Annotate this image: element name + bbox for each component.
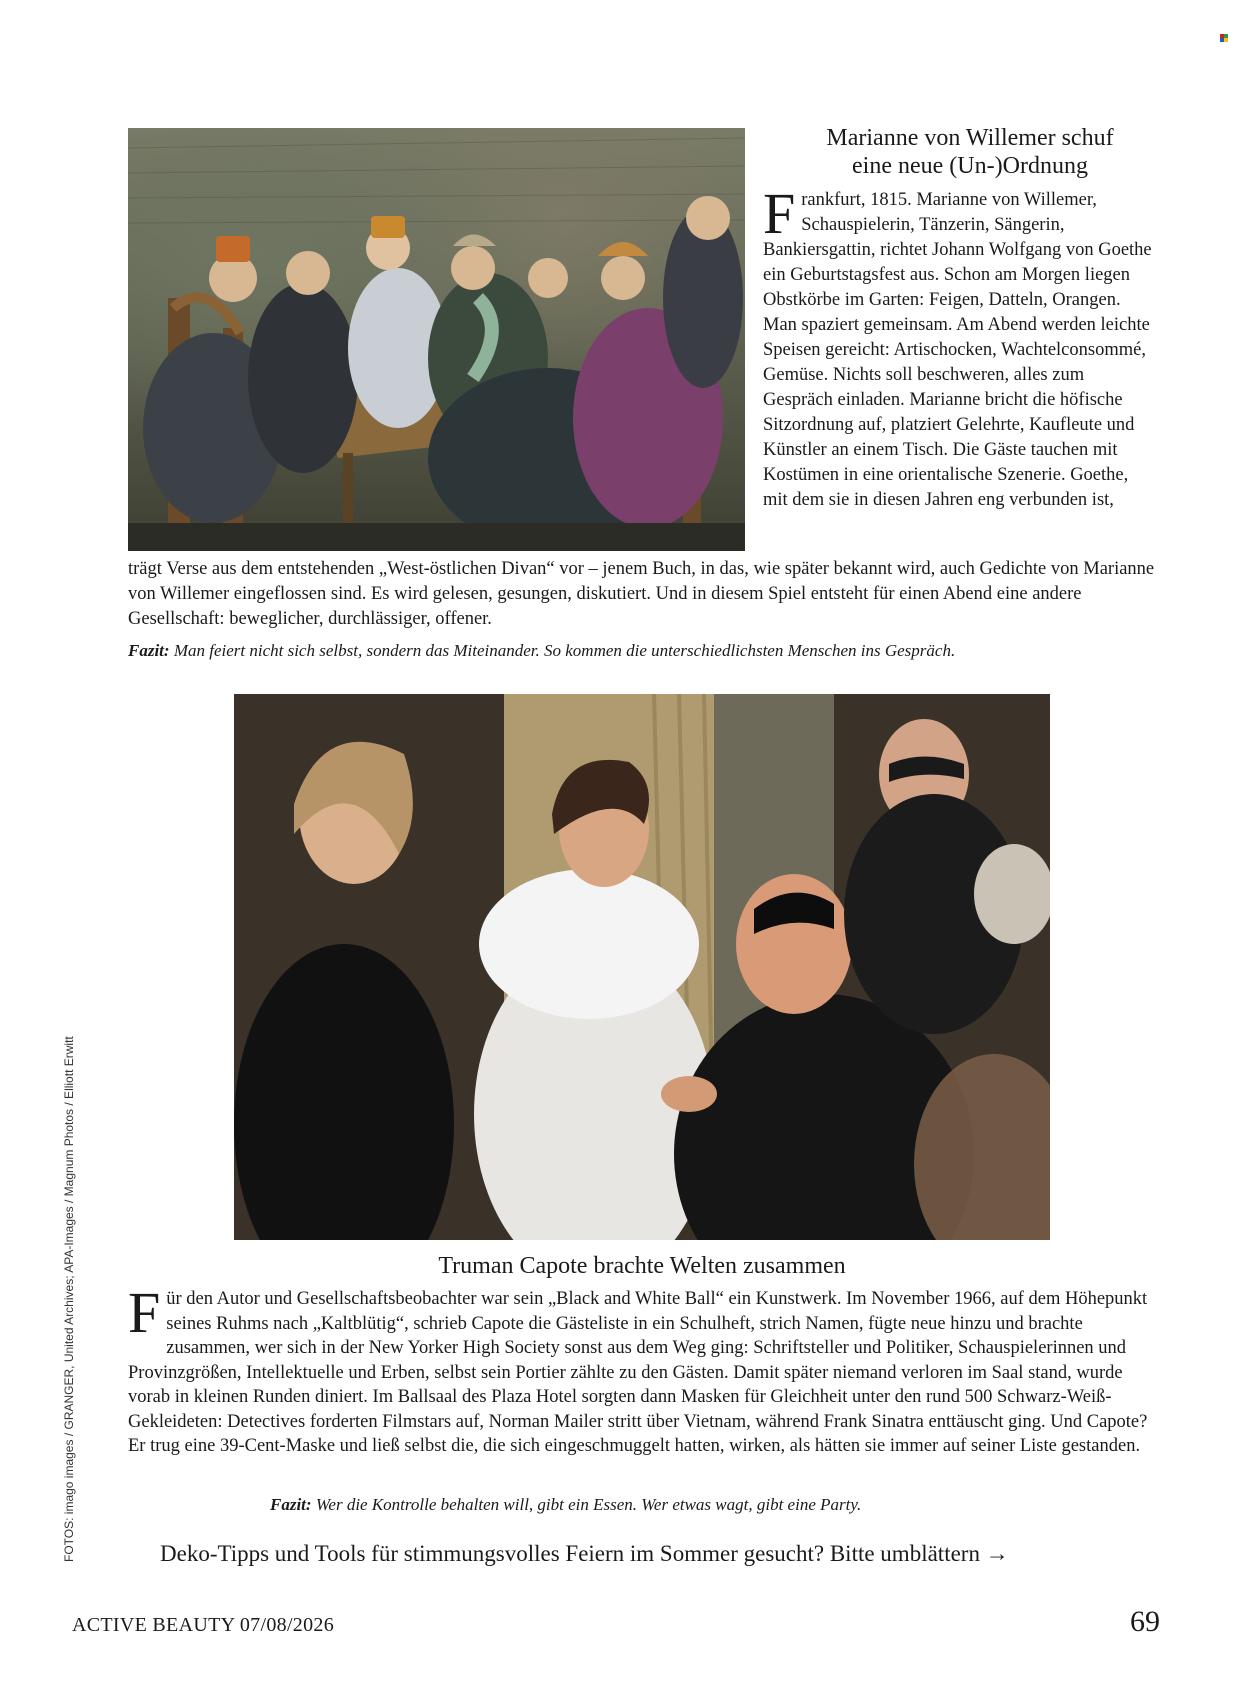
fazit-label: Fazit: <box>270 1495 312 1514</box>
fazit-text: Man feiert nicht sich selbst, sondern das Miteinander. So kommen die unterschiedlichsten Menschen ins Gespräch. <box>169 641 956 660</box>
engraving-illustration <box>128 128 745 551</box>
masked-ball-illustration <box>234 694 1050 1240</box>
photo-credits: FOTOS: imago images / GRANGER, United Archives; APA-Images / Magnum Photos / Elliott Erwitt <box>62 1036 76 1562</box>
article2-body: ür den Autor und Gesellschaftsbeobachter war sein „Black and White Ball“ ein Kunstwerk. Im November 1966, auf dem Höhepunkt seines Ruhms nach „Kaltblütig“, schrieb Capote die Gästeliste in ein Schulheft, strich Namen, fügte neue hinzu und brachte zusammen, wer sich in der New Yorker High Society sonst aus dem Weg ging: Schriftsteller und Politiker, Schauspielerinnen und Provinzgrößen, Intellektuelle und Erben, selbst sein Portier zählte zu den Gästen. Damit später niemand verloren im Saal stand, wurde vorab in kleinen Runden diniert. Im Ballsaal des Plaza Hotel sorgten dann Masken für Gleichheit unter den rund 500 Schwarz-Weiß-Gekleideten: Detectives forderten Filmstars auf, Norman Mailer stritt über Vietnam, während Frank Sinatra enttäuscht ging. Und Capote? Er trug eine 39-Cent-Maske und ließ selbst die, die sich eingeschmuggelt hatten, wirken, als hätten sie immer auf seiner Liste gestanden. <box>128 1289 1148 1456</box>
fazit-label: Fazit: <box>128 641 170 660</box>
article1-heading-line1: Marianne von Willemer schuf <box>826 125 1114 151</box>
article1-fazit <box>128 640 1178 662</box>
article1-continuation: trägt Verse aus dem entstehenden „West-östlichen Divan“ vor – jenem Buch, in das, wie später bekannt wird, auch Gedichte von Marianne von Willemer eingeflossen sind. Es wird gelesen, gesungen, diskutiert. Und in diesem Spiel entsteht für einen Abend eine andere Gesellschaft: beweglicher, durchlässiger, offener. <box>128 559 1155 629</box>
fazit-text: Wer die Kontrolle behalten will, gibt ein Essen. Wer etwas wagt, gibt eine Party. <box>311 1495 862 1514</box>
article1-body: rankfurt, 1815. Marianne von Willemer, Schauspielerin, Tänzerin, Sängerin, Bankiersgattin, richtet Johann Wolfgang von Goethe ein Geburtstagsfest aus. Schon am Morgen liegen Obstkörbe im Garten: Feigen, Datteln, Orangen. Man spaziert gemeinsam. Am Abend werden leichte Speisen gereicht: Artischocken, Wachtelconsommé, Gemüse. Nichts soll beschweren, alles zum Gespräch einladen. Marianne bricht die höfische Sitzordnung auf, platziert Gelehrte, Kaufleute und Künstler an einem Tisch. Die Gäste tauchen mit Kostümen in eine orientalische Szenerie. Goethe, mit dem sie in diesen Jahren eng verbunden ist, <box>763 190 1152 510</box>
article1-heading <box>770 124 1170 180</box>
article1-dropcap: F <box>763 181 796 246</box>
article2-fazit <box>270 1494 1170 1516</box>
engraving-salon-image <box>128 128 745 551</box>
article2-heading: Truman Capote brachte Welten zusammen <box>438 1253 846 1279</box>
article1-column-text <box>763 181 1155 513</box>
next-page-teaser: Deko-Tipps und Tools für stimmungsvolles Feiern im Sommer gesucht? Bitte umblättern → <box>160 1541 1009 1566</box>
article2-text <box>128 1280 1158 1459</box>
masked-ball-photo <box>234 694 1050 1240</box>
magazine-footer: ACTIVE BEAUTY 07/08/2026 <box>72 1614 334 1636</box>
article2-dropcap: F <box>128 1280 161 1345</box>
page-number: 69 <box>1130 1605 1160 1638</box>
article1-heading-line2: eine neue (Un-)Ordnung <box>852 153 1088 179</box>
color-mark-icon <box>1220 34 1228 42</box>
